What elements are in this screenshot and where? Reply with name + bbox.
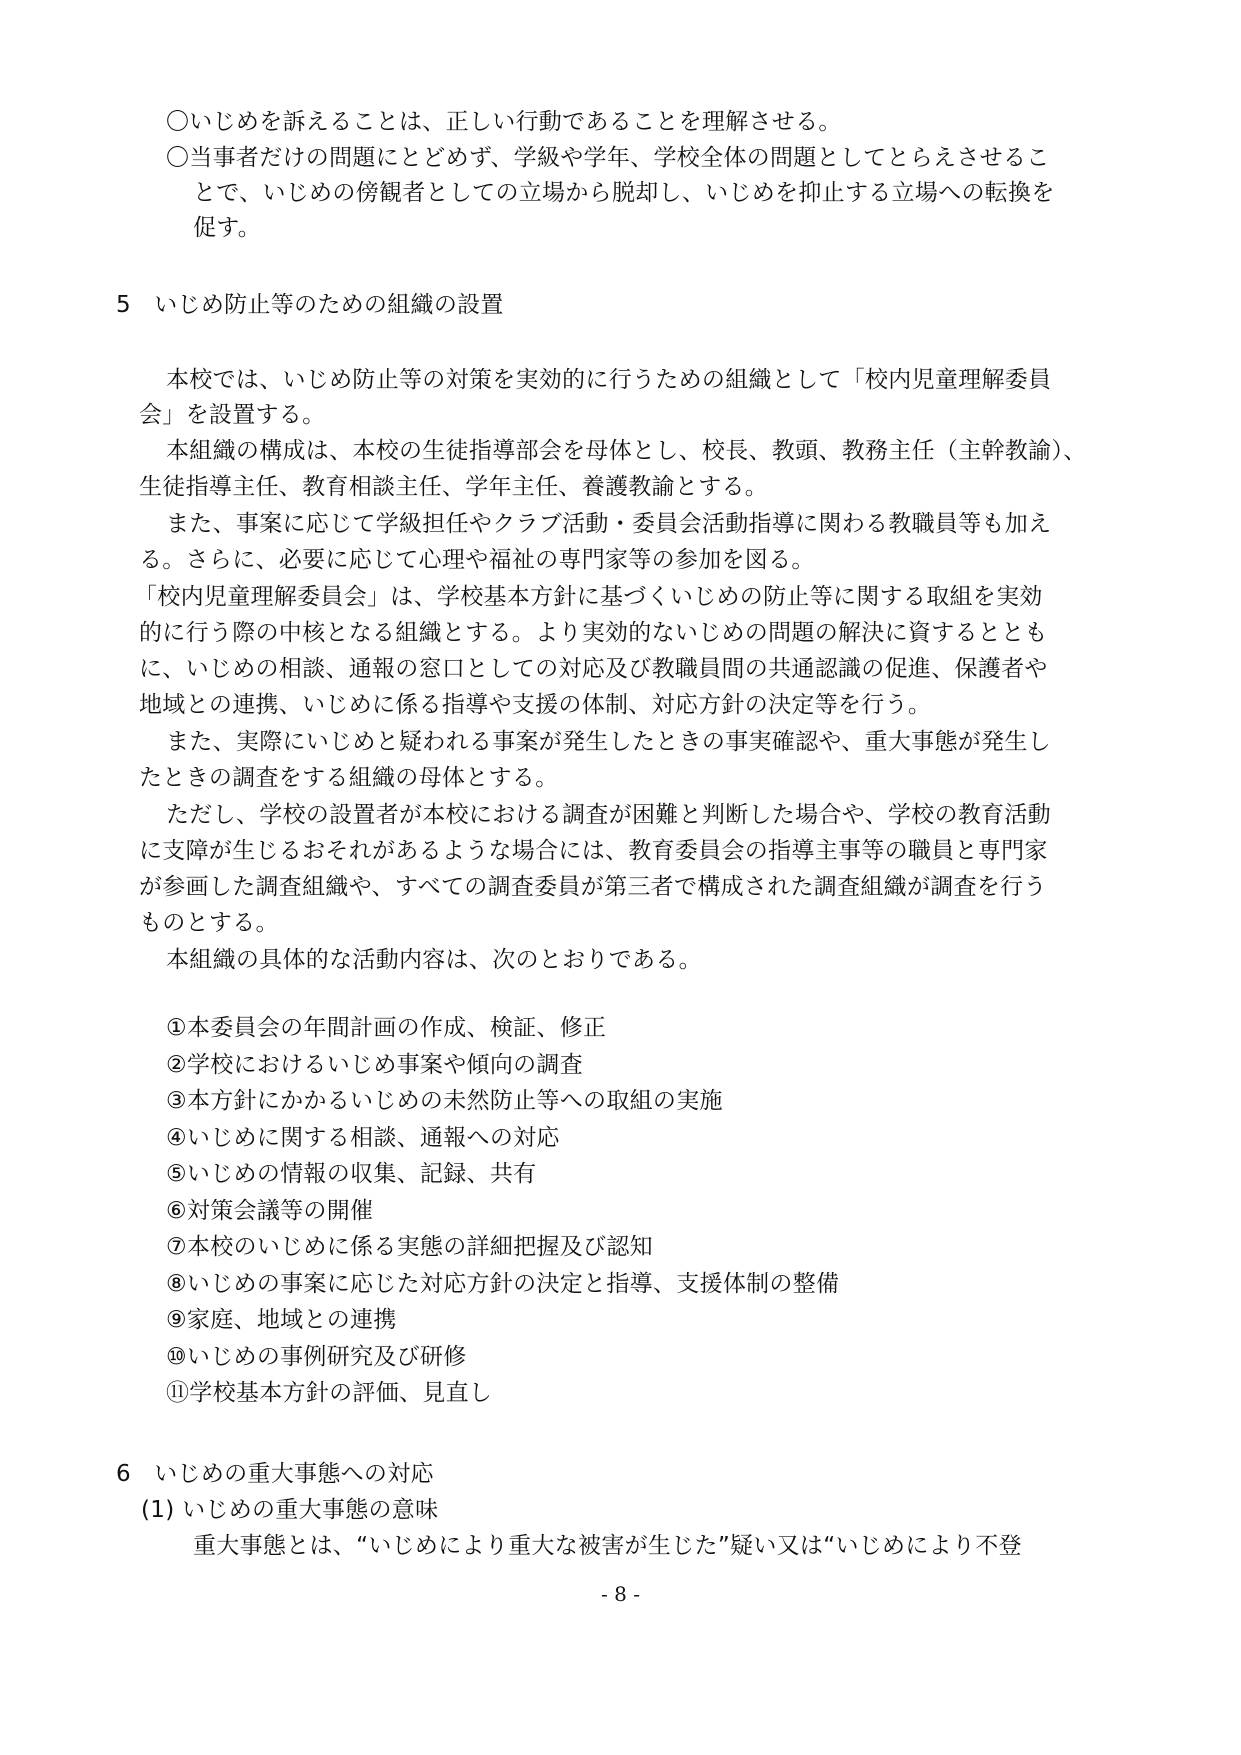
activity-item-10: ⑩いじめの事例研究及び研修 [166, 1344, 467, 1370]
s5-p5-line-1: また、実際にいじめと疑われる事案が発生したときの事実確認や、重大事態が発生し [166, 729, 1051, 755]
activity-item-11: ⑪学校基本方針の評価、見直し [166, 1380, 493, 1406]
activity-item-3: ③本方針にかかるいじめの未然防止等への取組の実施 [166, 1088, 723, 1114]
section6-heading: 6 いじめの重大事態への対応 [116, 1461, 434, 1487]
s5-p1-line-1: 本校では、いじめ防止等の対策を実効的に行うための組織として「校内児童理解委員 [166, 367, 1052, 393]
s5-p4-line-4: 地域との連携、いじめに係る指導や支援の体制、対応方針の決定等を行う。 [139, 692, 932, 718]
page-number: - 8 - [601, 1582, 640, 1606]
section6-subheading: (1) いじめの重大事態の意味 [141, 1497, 439, 1523]
s5-p3-line-2: る。さらに、必要に応じて心理や福祉の専門家等の参加を図る。 [139, 547, 815, 573]
s5-p6-line-1: ただし、学校の設置者が本校における調査が困難と判断した場合や、学校の教育活動 [166, 802, 1051, 828]
s5-p4-line-1: 「校内児童理解委員会」は、学校基本方針に基づくいじめの防止等に関する取組を実効 [134, 584, 1043, 610]
section6-body-line-1: 重大事態とは、“いじめにより重大な被害が生じた”疑い又は“いじめにより不登 [193, 1533, 1022, 1559]
activity-item-8: ⑧いじめの事案に応じた対応方針の決定と指導、支援体制の整備 [166, 1271, 840, 1297]
s5-p4-line-3: に、いじめの相談、通報の窓口としての対応及び教職員間の共通認識の促進、保護者や [139, 656, 1048, 682]
activity-item-1: ①本委員会の年間計画の作成、検証、修正 [166, 1015, 607, 1041]
intro-item-1-line-1: 〇いじめを訴えることは、正しい行動であることを理解させる。 [166, 109, 842, 135]
activity-item-4: ④いじめに関する相談、通報への対応 [166, 1125, 560, 1151]
activity-item-5: ⑤いじめの情報の収集、記録、共有 [166, 1161, 537, 1187]
activity-item-9: ⑨家庭、地域との連携 [166, 1307, 397, 1333]
activity-item-2: ②学校におけるいじめ事案や傾向の調査 [166, 1052, 584, 1078]
section5-heading: 5 いじめ防止等のための組織の設置 [116, 292, 504, 318]
s5-p4-line-2: 的に行う際の中核となる組織とする。より実効的ないじめの問題の解決に資するととも [139, 620, 1048, 646]
s5-p6-line-4: ものとする。 [139, 910, 279, 936]
s5-p2-line-1: 本組織の構成は、本校の生徒指導部会を母体とし、校長、教頭、教務主任（主幹教諭）、 [166, 438, 1087, 464]
s5-p1-line-2: 会」を設置する。 [139, 402, 326, 428]
s5-p6-line-3: が参画した調査組織や、すべての調査委員が第三者で構成された調査組織が調査を行う [139, 874, 1047, 900]
intro-item-2-line-1: 〇当事者だけの問題にとどめず、学級や学年、学校全体の問題としてとらえさせるこ [166, 145, 1050, 171]
s5-p7-line-1: 本組織の具体的な活動内容は、次のとおりである。 [166, 947, 702, 973]
s5-p2-line-2: 生徒指導主任、教育相談主任、学年主任、養護教諭とする。 [139, 474, 769, 500]
s5-p3-line-1: また、事案に応じて学級担任やクラブ活動・委員会活動指導に関わる教職員等も加え [166, 511, 1052, 537]
intro-item-2-line-2: とで、いじめの傍観者としての立場から脱却し、いじめを抑止する立場への転換を [193, 180, 1055, 206]
s5-p5-line-2: たときの調査をする組織の母体とする。 [139, 765, 559, 791]
activity-item-7: ⑦本校のいじめに係る実態の詳細把握及び認知 [166, 1234, 653, 1260]
s5-p6-line-2: に支障が生じるおそれがあるような場合には、教育委員会の指導主事等の職員と専門家 [139, 838, 1048, 864]
intro-item-2-line-3: 促す。 [193, 215, 262, 241]
activity-item-6: ⑥対策会議等の開催 [166, 1198, 374, 1224]
